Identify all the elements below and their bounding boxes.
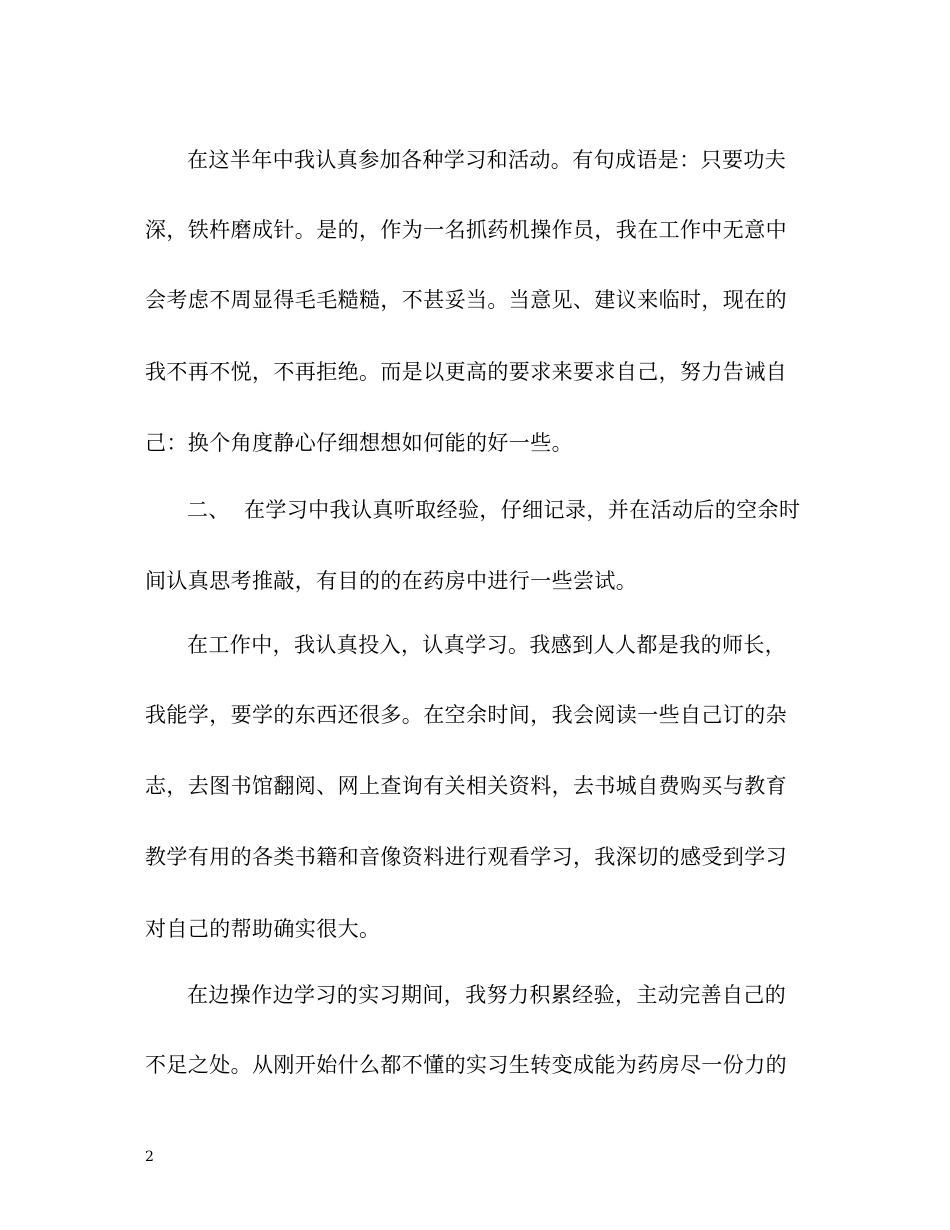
page-number: 2 <box>145 1149 154 1165</box>
paragraph-line: 在边操作边学习的实习期间，我努力积累经验，主动完善自己的 <box>187 983 787 1007</box>
paragraph-line: 间认真思考推敲，有目的的在药房中进行一些尝试。 <box>145 569 638 593</box>
paragraph-line: 在这半年中我认真参加各种学习和活动。有句成语是：只要功夫 <box>187 148 787 172</box>
paragraph-line: 我不再不悦，不再拒绝。而是以更高的要求来要求自己，努力告诫自 <box>145 360 787 384</box>
paragraph-line: 我能学，要学的东西还很多。在空余时间，我会阅读一些自己订的杂 <box>145 703 787 727</box>
paragraph-line: 二、 在学习中我认真听取经验，仔细记录，并在活动后的空余时 <box>187 498 801 522</box>
paragraph-line: 志，去图书馆翻阅、网上查询有关相关资料，去书城自费购买与教育 <box>145 774 787 798</box>
paragraph-line: 不足之处。从刚开始什么都不懂的实习生转变成能为药房尽一份力的 <box>145 1053 787 1077</box>
paragraph-line: 会考虑不周显得毛毛糙糙，不甚妥当。当意见、建议来临时，现在的 <box>145 288 787 312</box>
paragraph-line: 深，铁杵磨成针。是的，作为一名抓药机操作员，我在工作中无意中 <box>145 218 787 242</box>
paragraph-line: 对自己的帮助确实很大。 <box>145 917 381 941</box>
paragraph-line: 在工作中，我认真投入，认真学习。我感到人人都是我的师长， <box>187 633 787 657</box>
paragraph-line: 教学有用的各类书籍和音像资料进行观看学习，我深切的感受到学习 <box>145 845 787 869</box>
paragraph-line: 己：换个角度静心仔细想想如何能的好一些。 <box>145 431 573 455</box>
